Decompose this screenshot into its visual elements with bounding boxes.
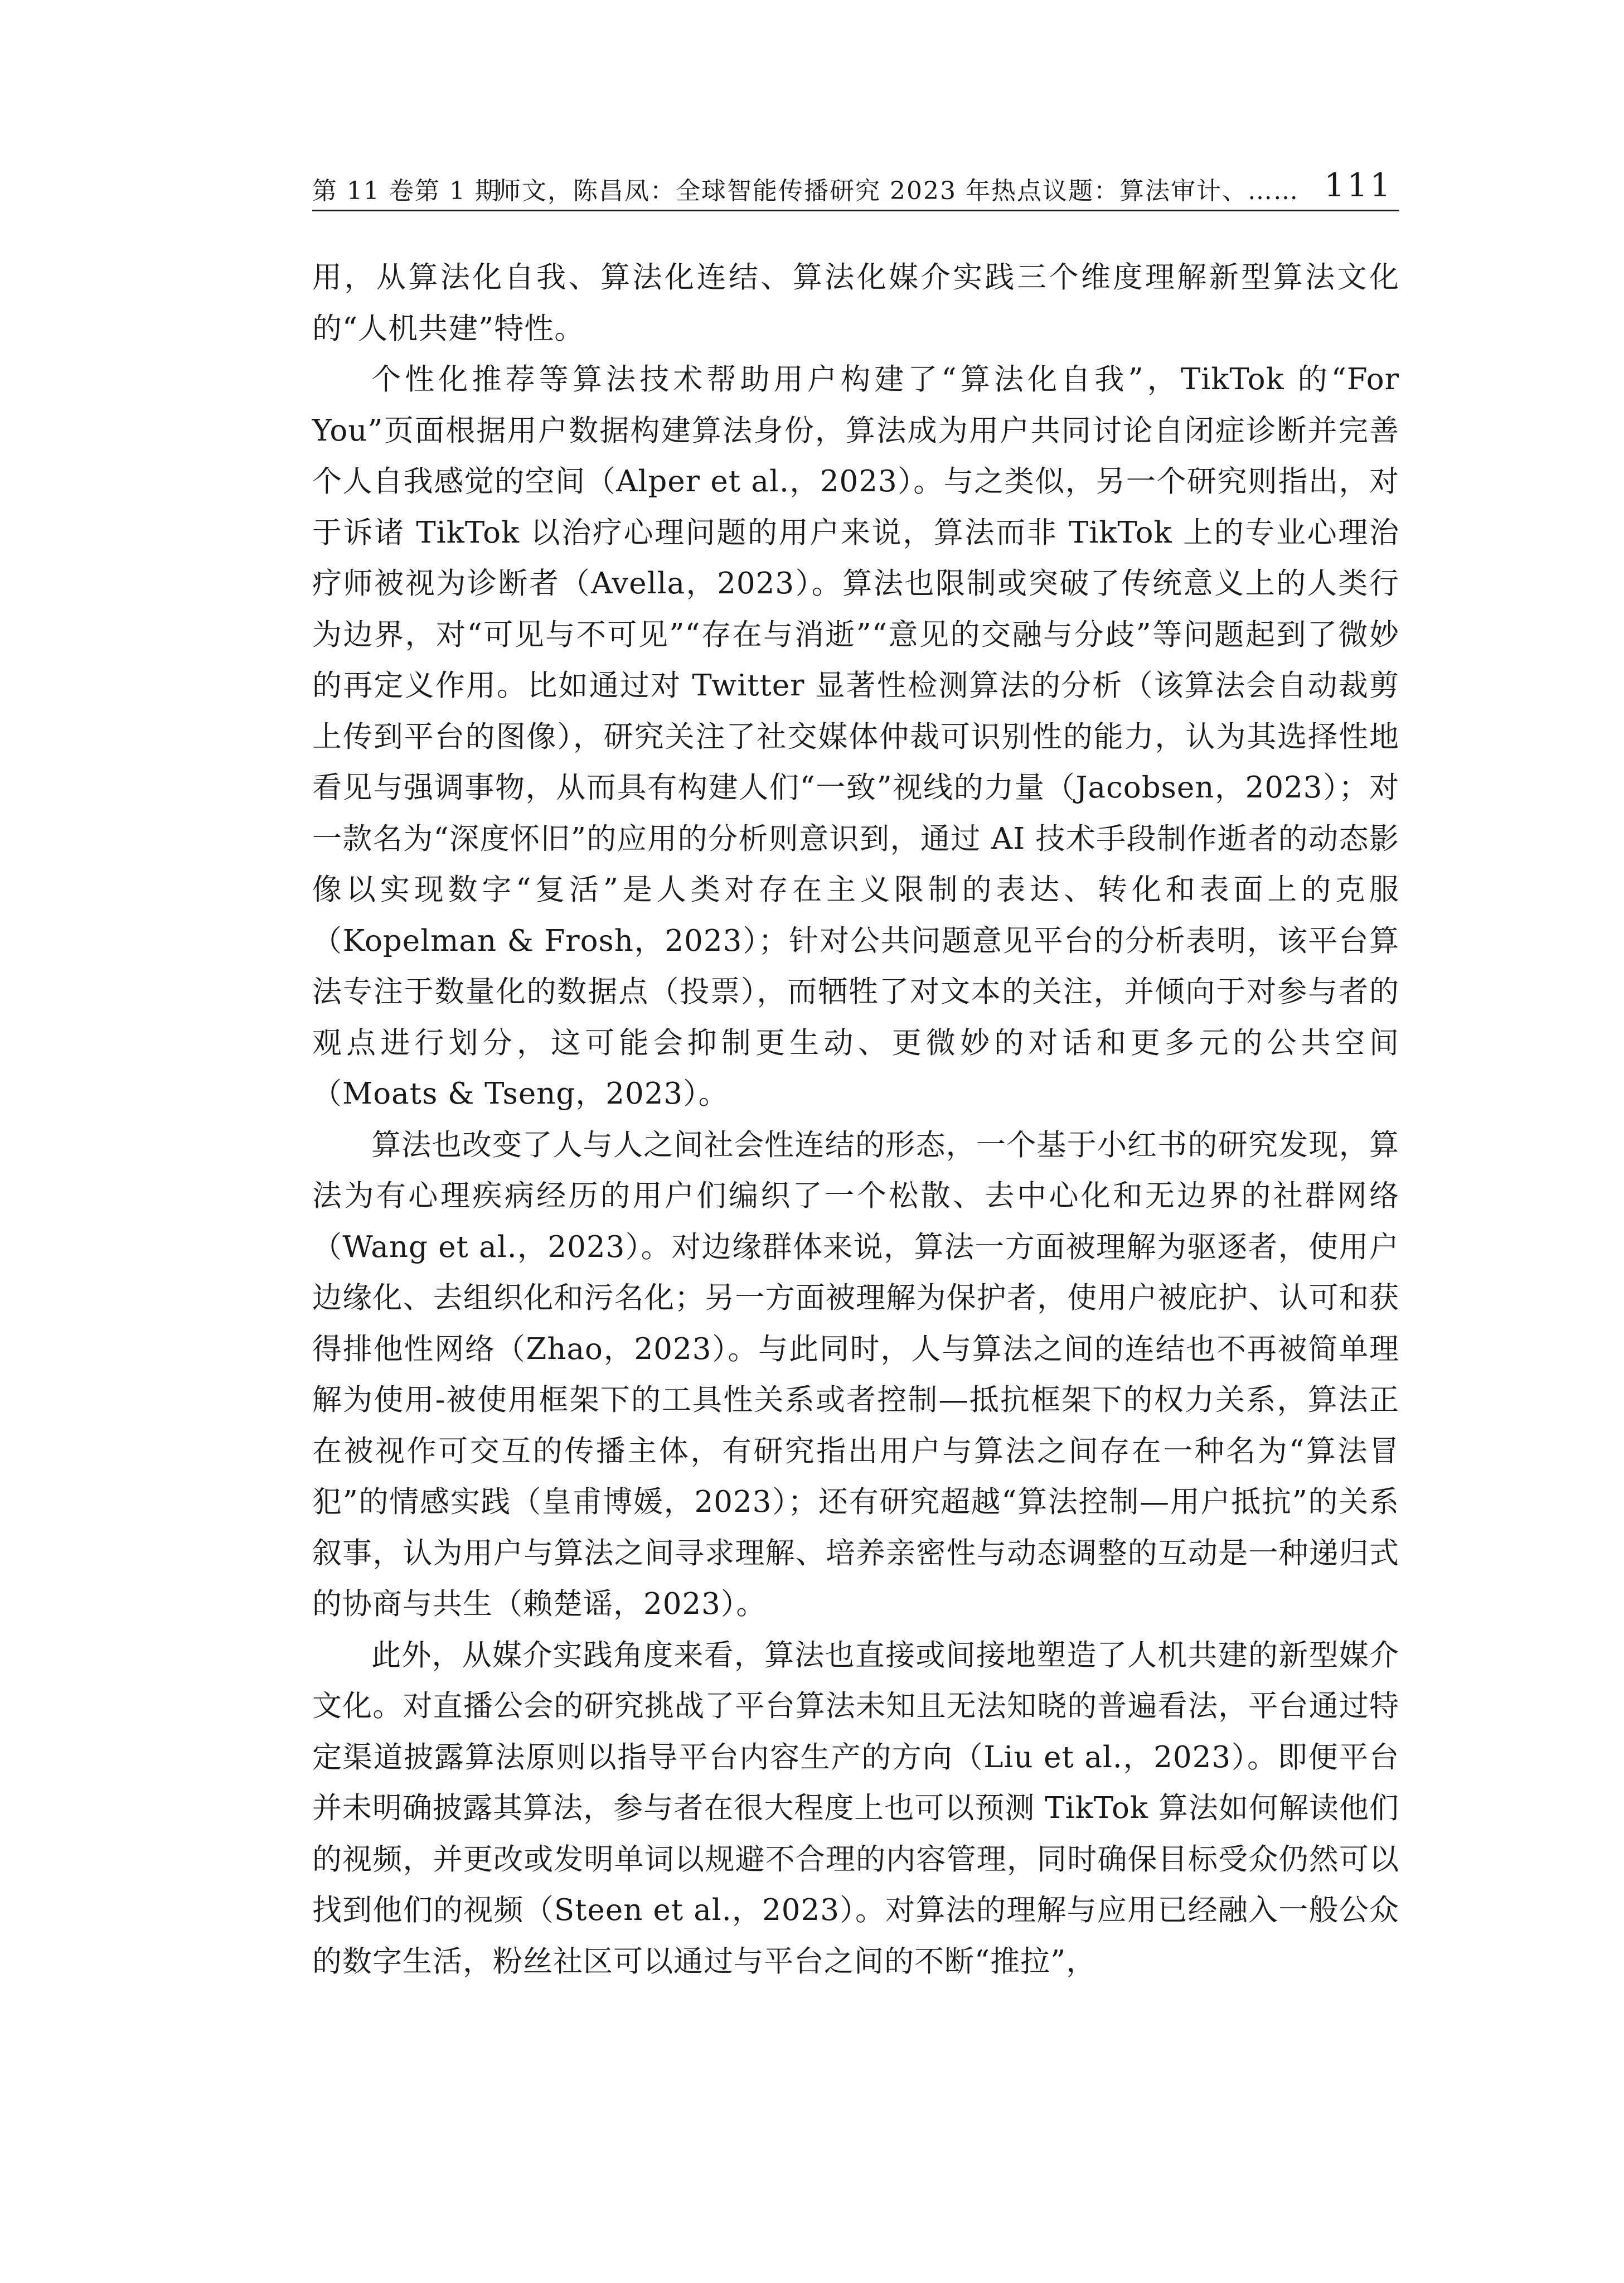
- paragraph-continuation: 用，从算法化自我、算法化连结、算法化媒介实践三个维度理解新型算法文化的“人机共建”特性。: [312, 260, 1399, 346]
- paragraph-algorithmic-connection: 算法也改变了人与人之间社会性连结的形态，一个基于小红书的研究发现，算法为有心理疾病经历的用户们编织了一个松散、去中心化和无边界的社群网络（Wang et al.，2023）。对边缘群体来说，算法一方面被理解为驱逐者，使用户边缘化、去组织化和污名化；另一方面被理解为保护者，使用户被庇护、认可和获得排他性网络（Zhao，2023）。与此同时，人与算法之间的连结也不再被简单理解为使用-被使用框架下的工具性关系或者控制—抵抗框架下的权力关系，算法正在被视作可交互的传播主体，有研究指出用户与算法之间存在一种名为“算法冒犯”的情感实践（皇甫博媛，2023）；还有研究超越“算法控制—用户抵抗”的关系叙事，认为用户与算法之间寻求理解、培养亲密性与动态调整的互动是一种递归式的协商与共生（赖楚谣，2023）。: [312, 1128, 1399, 1621]
- running-header: [312, 165, 1399, 211]
- paragraph-algorithmic-self: 个性化推荐等算法技术帮助用户构建了“算法化自我”，TikTok 的“For You”页面根据用户数据构建算法身份，算法成为用户共同讨论自闭症诊断并完善个人自我感觉的空间（Alper et al.，2023）。与之类似，另一个研究则指出，对于诉诸 TikTok 以治疗心理问题的用户来说，算法而非 TikTok 上的专业心理治疗师被视为诊断者（Avella，2023）。算法也限制或突破了传统意义上的人类行为边界，对“可见与不可见”“存在与消逝”“意见的交融与分歧”等问题起到了微妙的再定义作用。比如通过对 Twitter 显著性检测算法的分析（该算法会自动裁剪上传到平台的图像），研究关注了社交媒体仲裁可识别性的能力，认为其选择性地看见与强调事物，从而具有构建人们“一致”视线的力量（Jacobsen，2023）；对一款名为“深度怀旧”的应用的分析则意识到，通过 AI 技术手段制作逝者的动态影像以实现数字“复活”是人类对存在主义限制的表达、转化和表面上的克服（Kopelman & Frosh，2023）；针对公共问题意见平台的分析表明，该平台算法专注于数量化的数据点（投票），而牺牲了对文本的关注，并倾向于对参与者的观点进行划分，这可能会抑制更生动、更微妙的对话和更多元的公共空间（Moats & Tseng，2023）。: [312, 362, 1399, 1111]
- article-body: [312, 252, 1399, 1987]
- article-running-title: 师文，陈昌凤：全球智能传播研究 2023 年热点议题：算法审计、……: [496, 177, 1299, 205]
- paragraph-media-practice: 此外，从媒介实践角度来看，算法也直接或间接地塑造了人机共建的新型媒介文化。对直播公会的研究挑战了平台算法未知且无法知晓的普遍看法，平台通过特定渠道披露算法原则以指导平台内容生产的方向（Liu et al.，2023）。即便平台并未明确披露其算法，参与者在很大程度上也可以预测 TikTok 算法如何解读他们的视频，并更改或发明单词以规避不合理的内容管理，同时确保目标受众仍然可以找到他们的视频（Steen et al.，2023）。对算法的理解与应用已经融入一般公众的数字生活，粉丝社区可以通过与平台之间的不断“推拉”，: [312, 1638, 1399, 1979]
- journal-volume: 第 11 卷第 1 期: [312, 177, 501, 205]
- page-number: 111: [1324, 166, 1393, 204]
